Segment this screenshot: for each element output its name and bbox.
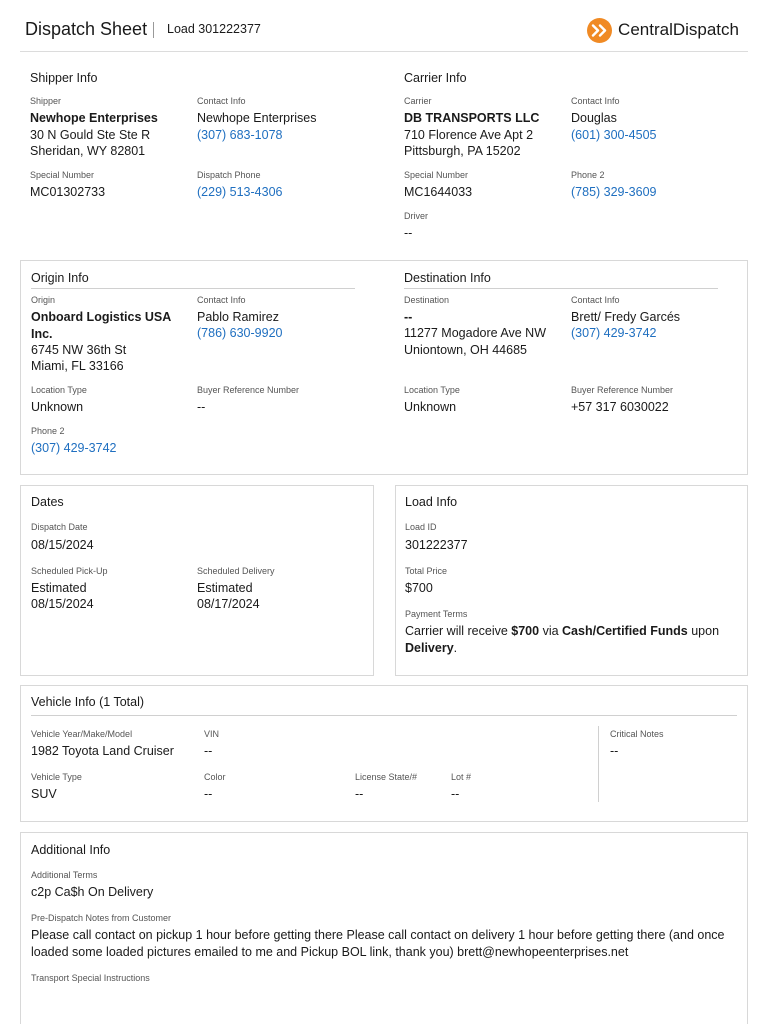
destination-name: -- [404, 310, 413, 324]
payment-terms-label: Payment Terms [405, 609, 468, 619]
transport-instructions-label: Transport Special Instructions [31, 973, 150, 983]
dispatch-phone-label: Dispatch Phone [197, 170, 261, 180]
total-price-label: Total Price [405, 566, 448, 576]
delivery-label: Scheduled Delivery [197, 566, 275, 576]
origin-title-rule [31, 288, 355, 289]
destination-location-type-label: Location Type [404, 385, 460, 395]
license-label: License State/# [355, 772, 418, 782]
carrier-address-line2: Pittsburgh, PA 15202 [404, 144, 521, 158]
title-divider [153, 22, 154, 38]
carrier-name: DB TRANSPORTS LLC [404, 111, 540, 125]
dispatch-date-label: Dispatch Date [31, 522, 88, 532]
origin-label: Origin [31, 295, 56, 305]
delivery-kind: Estimated [197, 581, 253, 595]
total-price: $700 [405, 581, 433, 595]
dispatch-phone-link[interactable]: (229) 513-4306 [197, 185, 283, 199]
destination-address-line1: 11277 Mogadore Ave NW [404, 326, 546, 340]
carrier-phone2-link[interactable]: (785) 329-3609 [571, 185, 657, 199]
origin-address-line2: Miami, FL 33166 [31, 359, 124, 373]
destination-location-type: Unknown [404, 400, 457, 414]
chevrons-logo-icon [587, 18, 612, 43]
shipper-contact-label: Contact Info [197, 96, 246, 106]
additional-section-title: Additional Info [31, 843, 111, 857]
additional-terms-label: Additional Terms [31, 870, 98, 880]
critical-notes: -- [610, 744, 619, 758]
destination-address-line2: Uniontown, OH 44685 [404, 343, 527, 357]
origin-location-type-label: Location Type [31, 385, 87, 395]
carrier-contact-name: Douglas [571, 111, 617, 125]
shipper-name: Newhope Enterprises [30, 111, 158, 125]
vehicle-type-label: Vehicle Type [31, 772, 82, 782]
driver-label: Driver [404, 211, 428, 221]
additional-terms: c2p Ca$h On Delivery [31, 885, 154, 899]
pre-dispatch-notes: Please call contact on pickup 1 hour before getting there Please call contact on delivery 1 hour before getting there (and once loaded some loaded pictures emailed to me and Pickup BOL link, thank you) brett@newhopeenterprises.net [31, 928, 725, 959]
carrier-contact-phone-link[interactable]: (601) 300-4505 [571, 128, 657, 142]
origin-destination-panel [20, 260, 748, 475]
load-section-title: Load Info [405, 495, 458, 509]
vin-value: -- [204, 744, 213, 758]
origin-name: Onboard Logistics USA Inc. [31, 310, 171, 341]
lot-value: -- [451, 787, 460, 801]
shipper-address-line2: Sheridan, WY 82801 [30, 144, 146, 158]
shipper-label: Shipper [30, 96, 62, 106]
origin-location-type: Unknown [31, 400, 84, 414]
pre-dispatch-notes-label: Pre-Dispatch Notes from Customer [31, 913, 172, 923]
origin-section-title: Origin Info [31, 271, 89, 285]
page-header [20, 0, 748, 52]
carrier-phone2-label: Phone 2 [571, 170, 605, 180]
origin-buyer-ref-label: Buyer Reference Number [197, 385, 300, 395]
carrier-label: Carrier [404, 96, 432, 106]
vehicle-ymm-label: Vehicle Year/Make/Model [31, 729, 133, 739]
origin-address-line1: 6745 NW 36th St [31, 343, 127, 357]
load-reference: Load 301222377 [167, 22, 261, 36]
origin-phone2-link[interactable]: (307) 429-3742 [31, 441, 117, 455]
origin-contact-phone-link[interactable]: (786) 630-9920 [197, 326, 283, 340]
destination-contact-phone-link[interactable]: (307) 429-3742 [571, 326, 657, 340]
vehicle-title-rule [31, 715, 737, 716]
vehicle-color-label: Color [204, 772, 226, 782]
origin-contact-label: Contact Info [197, 295, 246, 305]
carrier-address-line1: 710 Florence Ave Apt 2 [404, 128, 534, 142]
vehicle-section-title: Vehicle Info (1 Total) [31, 695, 145, 709]
carrier-contact-label: Contact Info [571, 96, 620, 106]
shipper-contact-name: Newhope Enterprises [197, 111, 317, 125]
license-value: -- [355, 787, 364, 801]
delivery-date: 08/17/2024 [197, 597, 260, 611]
shipper-section-title: Shipper Info [30, 71, 98, 85]
origin-buyer-ref: -- [197, 400, 206, 414]
shipper-contact-phone-link[interactable]: (307) 683-1078 [197, 128, 283, 142]
dates-section-title: Dates [31, 495, 64, 509]
vehicle-ymm: 1982 Toyota Land Cruiser [31, 744, 174, 758]
origin-phone2-label: Phone 2 [31, 426, 65, 436]
load-id-label: Load ID [405, 522, 437, 532]
dispatch-date: 08/15/2024 [31, 538, 94, 552]
critical-notes-divider [598, 726, 599, 802]
pickup-kind: Estimated [31, 581, 87, 595]
destination-title-rule [404, 288, 718, 289]
destination-buyer-ref-label: Buyer Reference Number [571, 385, 674, 395]
destination-label: Destination [404, 295, 450, 305]
destination-buyer-ref: +57 317 6030022 [571, 400, 669, 414]
origin-contact-name: Pablo Ramirez [197, 310, 279, 324]
pickup-label: Scheduled Pick-Up [31, 566, 108, 576]
pickup-date: 08/15/2024 [31, 597, 94, 611]
critical-notes-label: Critical Notes [610, 729, 664, 739]
carrier-special-number: MC1644033 [404, 185, 473, 199]
brand-logo [587, 17, 739, 43]
shipper-address-line1: 30 N Gould Ste Ste R [30, 128, 151, 142]
destination-contact-name: Brett/ Fredy Garcés [571, 310, 681, 324]
destination-contact-label: Contact Info [571, 295, 620, 305]
carrier-section-title: Carrier Info [404, 71, 467, 85]
lot-label: Lot # [451, 772, 472, 782]
destination-section-title: Destination Info [404, 271, 491, 285]
brand-name: CentralDispatch [618, 20, 739, 39]
shipper-special-number: MC01302733 [30, 185, 106, 199]
vehicle-type: SUV [31, 787, 57, 801]
driver-value: -- [404, 226, 413, 240]
carrier-special-label: Special Number [404, 170, 469, 180]
page-title: Dispatch Sheet [25, 19, 148, 39]
shipper-special-label: Special Number [30, 170, 95, 180]
vin-label: VIN [204, 729, 220, 739]
payment-terms: Carrier will receive $700 via Cash/Certified Funds upon Delivery. [405, 624, 720, 655]
load-id: 301222377 [405, 538, 468, 552]
vehicle-color: -- [204, 787, 213, 801]
